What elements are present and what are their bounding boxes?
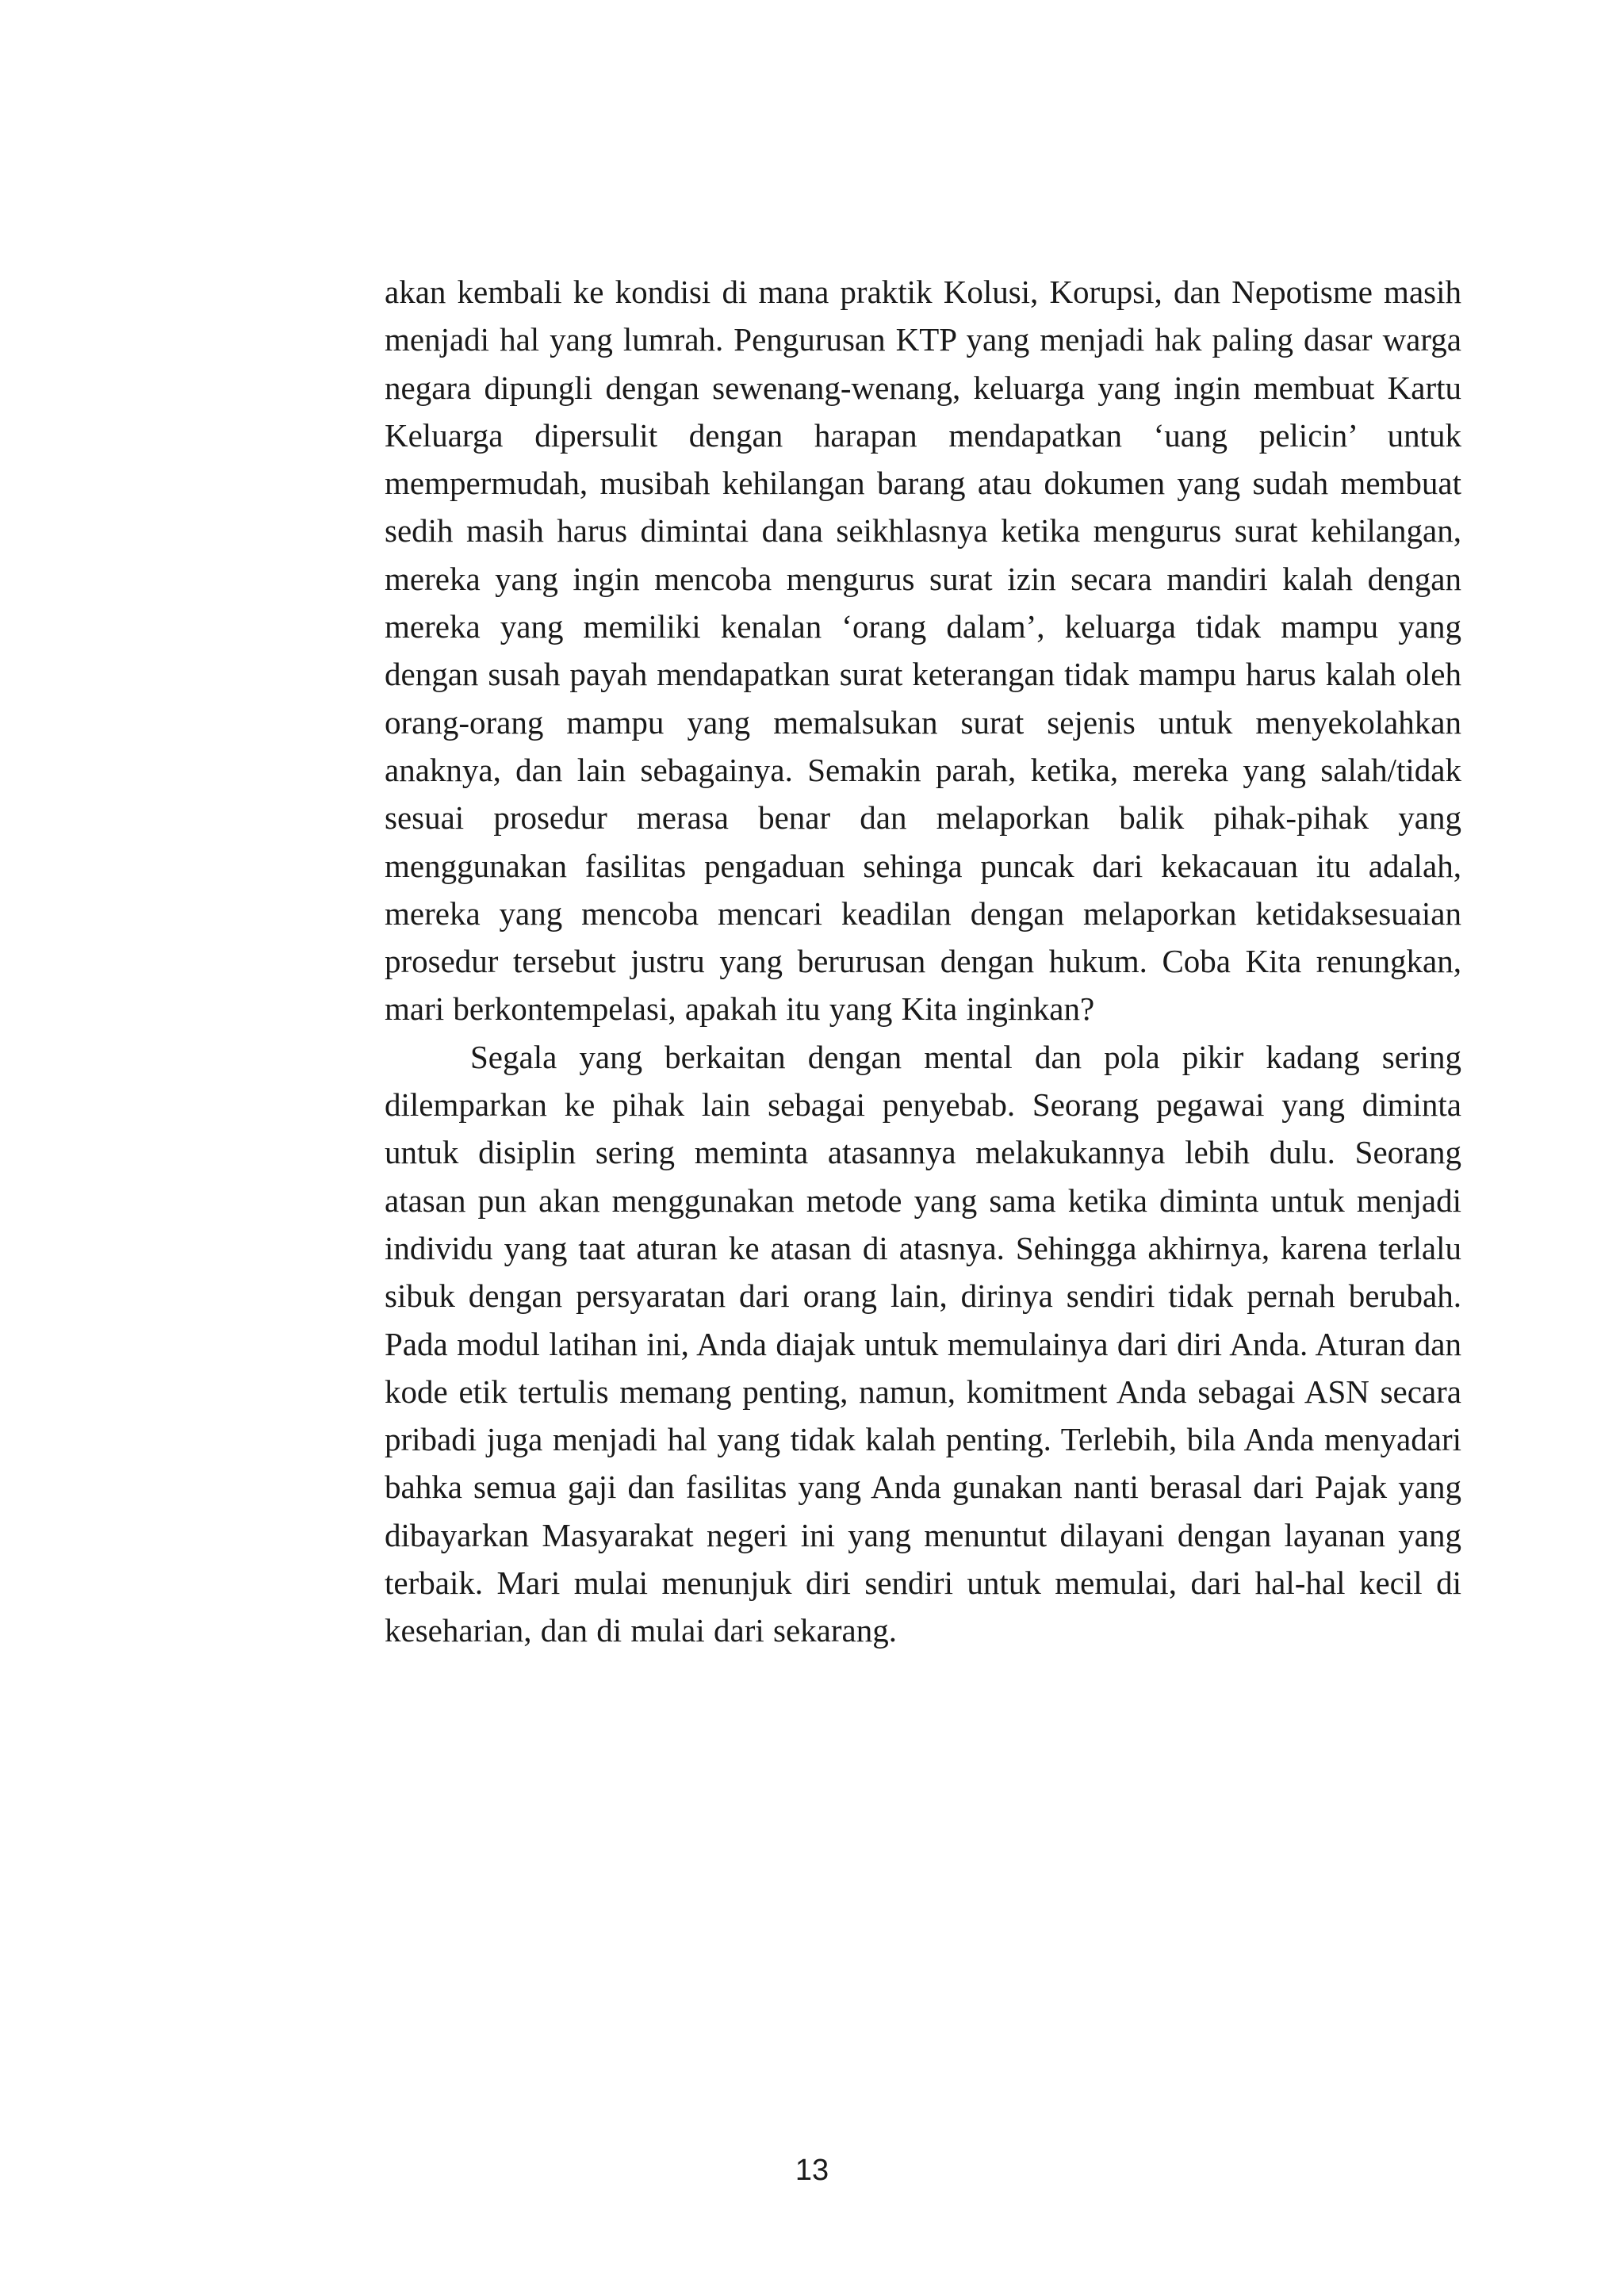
paragraph-2: Segala yang berkaitan dengan mental dan pola pikir kadang sering dilemparkan ke pihak lain sebagai penyebab. Seorang pegawai yang diminta untuk disiplin sering meminta atasannya melakukannya lebih dulu. Seorang atasan pun akan menggunakan metode yang sama ketika diminta untuk menjadi individu yang taat aturan ke atasan di atasnya. Sehingga akhirnya, karena terlalu sibuk dengan persyaratan dari orang lain, dirinya sendiri tidak pernah berubah. Pada modul latihan ini, Anda diajak untuk memulainya dari diri Anda. Aturan dan kode etik tertulis memang penting, namun, komitment Anda sebagai ASN secara pribadi juga menjadi hal yang tidak kalah penting. Terlebih, bila Anda menyadari bahka semua gaji dan fasilitas yang Anda gunakan nanti berasal dari Pajak yang dibayarkan Masyarakat negeri ini yang menuntut dilayani dengan layanan yang terbaik. Mari mulai menunjuk diri sendiri untuk memulai, dari hal-hal kecil di keseharian, dan di mulai dari sekarang. bbox=[385, 1038, 1461, 1649]
page-number: 13 bbox=[795, 2154, 829, 2187]
paragraph-1: akan kembali ke kondisi di mana praktik Kolusi, Korupsi, dan Nepotisme masih menjadi hal yang lumrah. Pengurusan KTP yang menjadi hak paling dasar warga negara dipungli dengan sewenang-wenang, keluarga yang ingin membuat Kartu Keluarga dipersulit dengan harapan mendapatkan ‘uang pelicin’ untuk mempermudah, musibah kehilangan barang atau dokumen yang sudah membuat sedih masih harus dimintai dana seikhlasnya ketika mengurus surat kehilangan, mereka yang ingin mencoba mengurus surat izin secara mandiri kalah dengan mereka yang memiliki kenalan ‘orang dalam’, keluarga tidak mampu yang dengan susah payah mendapatkan surat keterangan tidak mampu harus kalah oleh orang-orang mampu yang memalsukan surat sejenis untuk menyekolahkan anaknya, dan lain sebagainya. Semakin parah, ketika, mereka yang salah/tidak sesuai prosedur merasa benar dan melaporkan balik pihak-pihak yang menggunakan fasilitas pengaduan sehinga puncak dari kekacauan itu adalah, mereka yang mencoba mencari keadilan dengan melaporkan ketidaksesuaian prosedur tersebut justru yang berurusan dengan hukum. Coba Kita renungkan, mari berkontempelasi, apakah itu yang Kita inginkan? bbox=[385, 274, 1461, 1028]
body-text bbox=[385, 268, 1461, 1655]
